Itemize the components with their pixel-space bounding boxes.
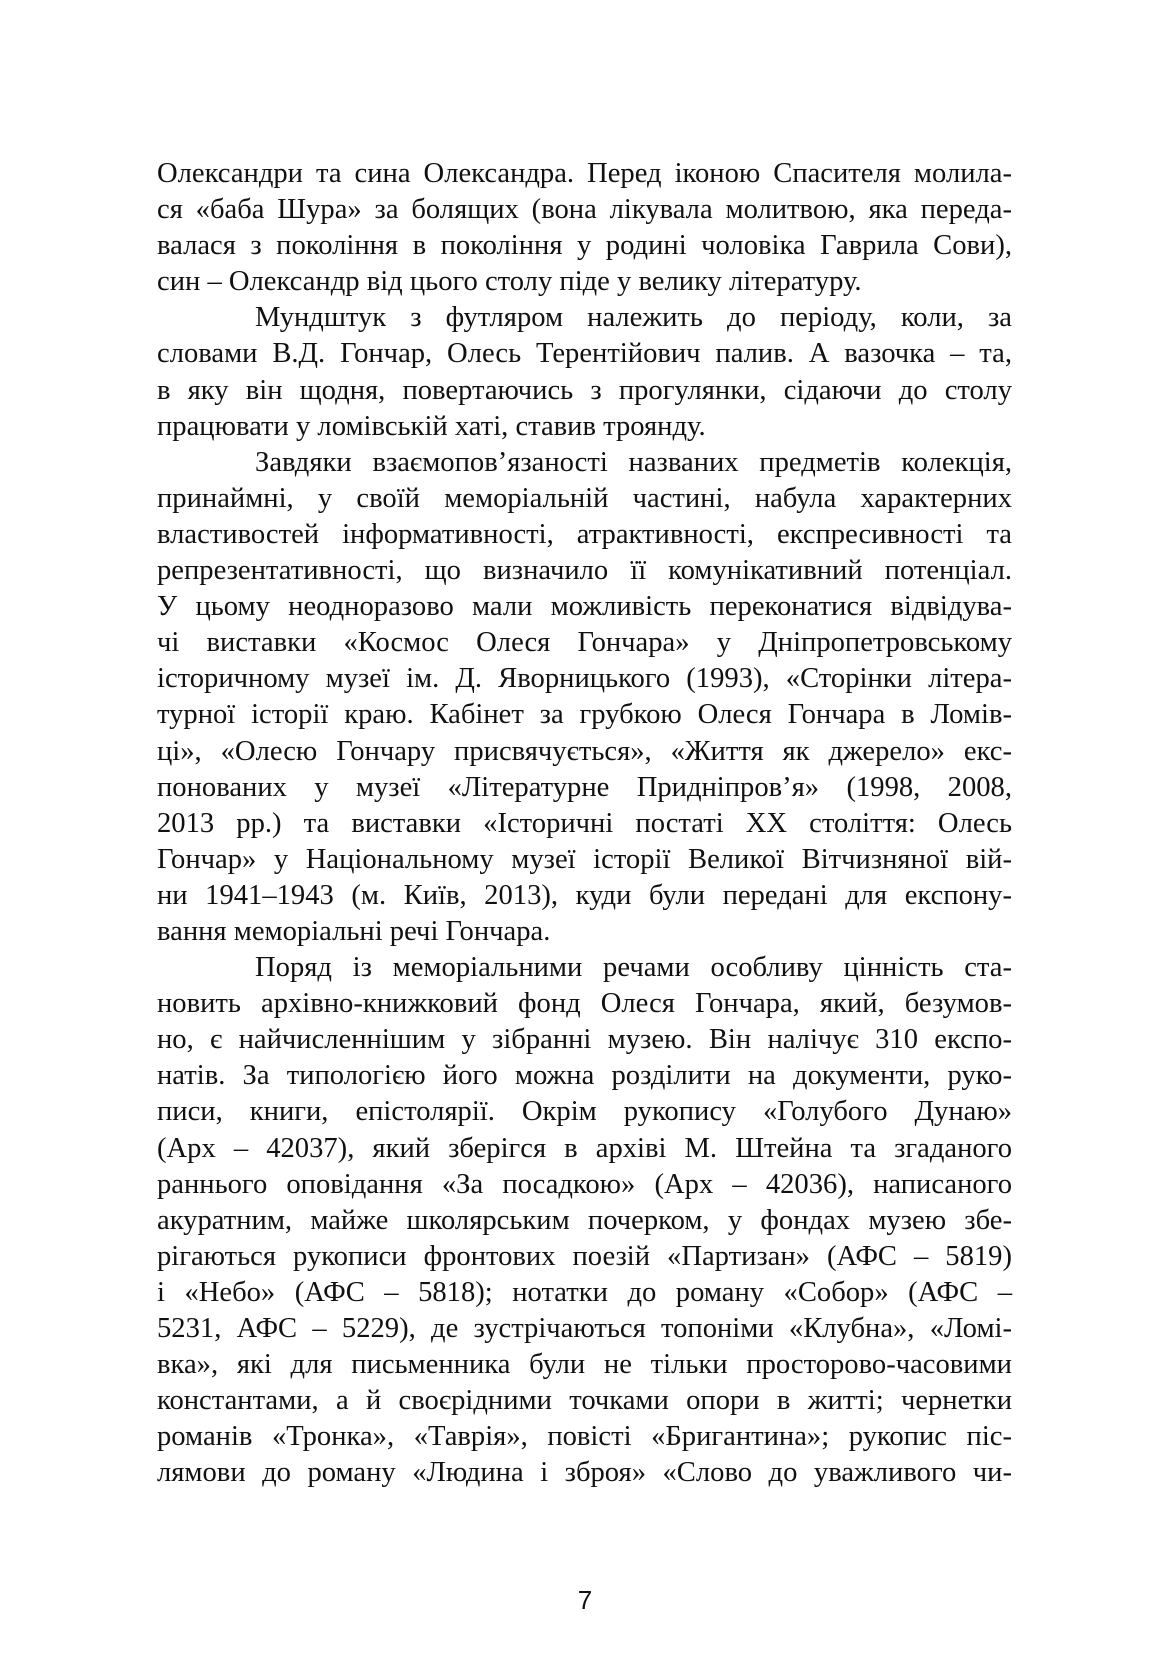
text-line: новить архівно-книжковий фонд Олеся Гончара, який, безумов- <box>157 988 1012 1020</box>
text-line: но, є найчисленнішим у зібранні музею. Він налічує 310 експо- <box>157 1024 1012 1056</box>
text-line: син – Олександр від цього столу піде у велику літературу. <box>157 266 862 298</box>
text-line: працювати у ломівській хаті, ставив троянду. <box>157 410 706 442</box>
text-line: У цьому неодноразово мали можливість переконатися відвідува- <box>157 591 1012 623</box>
text-line: романів «Тронка», «Таврія», повісті «Бригантина»; рукопис піс- <box>157 1421 1012 1453</box>
text-line: історичному музеї ім. Д. Яворницького (1993), «Сторінки літера- <box>157 663 1012 695</box>
text-line: лямови до роману «Людина і зброя» «Слово до уважливого чи- <box>157 1457 1012 1489</box>
text-line: в яку він щодня, повертаючись з прогулянки, сідаючи до столу <box>157 374 1012 406</box>
text-line: 2013 рр.) та виставки «Історичні постаті ХХ століття: Олесь <box>157 807 1012 839</box>
text-line: понованих у музеї «Літературне Придніпров’я» (1998, 2008, <box>157 771 1012 803</box>
text-line: натів. За типологією його можна розділити на документи, руко- <box>157 1060 1012 1092</box>
text-line: вка», які для письменника були не тільки просторово-часовими <box>157 1349 1012 1381</box>
page-number: 7 <box>577 1585 593 1615</box>
text-line: вання меморіальні речі Гончара. <box>157 915 551 947</box>
text-line: акуратним, майже школярським почерком, у фондах музею збе- <box>157 1204 1012 1236</box>
text-line: Гончар» у Національному музеї історії Великої Вітчизняної вій- <box>157 843 1012 875</box>
text-line: турної історії краю. Кабінет за грубкою Олеся Гончара в Ломів- <box>157 699 1012 731</box>
paragraph-start-line: Завдяки взаємопов’язаності названих предметів колекція, <box>255 446 1012 478</box>
text-line: (Арх – 42037), який зберігся в архіві М. Штейна та згаданого <box>157 1132 1012 1164</box>
text-line: властивостей інформативності, атрактивності, експресивності та <box>157 518 1012 550</box>
text-line: і «Небо» (АФС – 5818); нотатки до роману «Собор» (АФС – <box>157 1276 1012 1308</box>
text-line: ся «баба Шура» за болящих (вона лікувала молитвою, яка переда- <box>157 194 1012 226</box>
text-line: ці», «Олесю Гончару присвячується», «Життя як джерело» екс- <box>157 735 1012 767</box>
body-text <box>157 156 1012 1491</box>
text-line: рігаються рукописи фронтових поезій «Партизан» (АФС – 5819) <box>157 1240 1012 1272</box>
text-line: ни 1941–1943 (м. Київ, 2013), куди були передані для експону- <box>157 879 1012 911</box>
text-line: валася з покоління в покоління у родині чоловіка Гаврила Сови), <box>157 230 1012 262</box>
paragraph-start-line: Мундштук з футляром належить до періоду, коли, за <box>255 302 1012 334</box>
text-line: словами В.Д. Гончар, Олесь Терентійович палив. А вазочка – та, <box>157 338 1012 370</box>
text-line: репрезентативності, що визначило її комунікативний потенціал. <box>157 555 1012 587</box>
text-line: писи, книги, епістолярії. Окрім рукопису «Голубого Дунаю» <box>157 1096 1012 1128</box>
paragraph-start-line: Поряд із меморіальними речами особливу цінність ста- <box>255 952 1012 984</box>
text-line: чі виставки «Космос Олеся Гончара» у Дніпропетровському <box>157 627 1012 659</box>
text-line: Олександри та сина Олександра. Перед іконою Спасителя молила- <box>157 158 1012 189</box>
text-line: принаймні, у своїй меморіальній частині, набула характерних <box>157 482 1012 514</box>
text-line: константами, а й своєрідними точками опори в житті; чернетки <box>157 1385 1012 1417</box>
text-line: раннього оповідання «За посадкою» (Арх – 42036), написаного <box>157 1168 1012 1200</box>
text-line: 5231, АФС – 5229), де зустрічаються топоніми «Клубна», «Ломі- <box>157 1313 1012 1344</box>
